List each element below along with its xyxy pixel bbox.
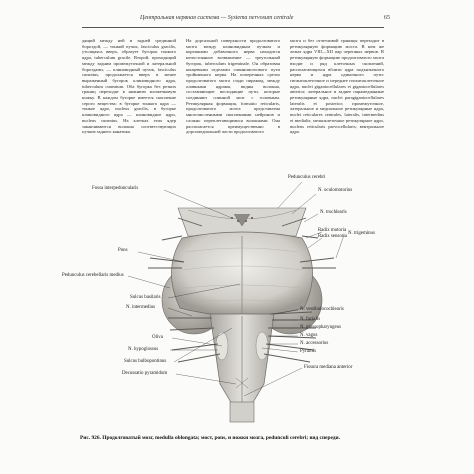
paragraph: На дорсальной поверхности продолговатого мозга между клиновидным пучком и корешками добавочного нерва находится непостоянное возвышение — треугольный бугорок, tuberculum trigeminale. Он образован концевыми отделами спинномозгового пути тройничного нерва. На поперечных срезах продолговатого мозга сзади пирамид, между оливными ядрами, видны волокна, составляющие восходящие пути, которые соединяют спинной мозг с головным. Ретикулярная формация, formatio reticularis, продолговатого мозга представлена многочисленными скоплениями нейронов и сложно переплетающимися волокнами. Она располагается преимущественно в дорсомедиальной части продолговатого	[186, 38, 280, 135]
label-n-glossopharyngeus: N. glossopharyngeus	[300, 325, 342, 330]
brainstem-illustration	[82, 178, 392, 428]
label-decussatio-pyramidum: Decussatio pyramidum	[122, 371, 168, 376]
anatomical-figure	[62, 175, 392, 428]
running-header	[80, 15, 390, 27]
label-pedunculus-cerebri: Pedunculus cerebri	[288, 175, 326, 180]
label-sulcus-basilaris: Sulcus basilaris	[130, 295, 161, 300]
text-column-2	[186, 38, 280, 176]
header-rule	[82, 27, 384, 28]
label-pyramis: Pyramis	[300, 349, 317, 354]
paragraph: мозга и без отчетливой границы переходит в ретикулярную формацию моста. В нем же лежат ядра VIII—XII пар черепных нервов. В ретикулярную формацию продолговатого мозга входят и ряд клеточных скоплений, располагающихся вблизи ядра подъязычного нерва и ядра одиночного пути: гигантоклеточное и переднее гигантоклеточное ядра, nuclei gigantocellulares et gigantocellulares anterior; латеральное и заднее парамедианные ретикулярные ядра, nuclei paragigantocellulares lateralis et posterior; промежуточное, латеральное и медиальное ретикулярные ядра, nuclei reticulares centrales, lateralis, intermedius et medialis; мелкоклеточное ретикулярное ядро, nucleus reticularis parvocellularis; вентральное ядро.	[290, 38, 384, 135]
label-n-vagus: N. vagus	[300, 333, 318, 338]
label-fossa-interpeduncularis: Fossa interpeduncularis	[92, 186, 139, 191]
label-n-intermedius: N. intermedius	[126, 305, 156, 310]
label-pons: Pons	[118, 248, 128, 253]
label-fissura-mediana-anterior: Fissura mediana anterior	[304, 365, 353, 370]
label-radix-motoria: Radix motoria	[318, 228, 347, 233]
text-column-1	[82, 38, 176, 176]
label-radix-sensoria: Radix sensoria	[318, 234, 347, 239]
figure-caption: Рис. 926. Продолговатый мозг, medulla oblongata; мост, pons, и ножки мозга, pedunculi cerebri; вид спереди.	[80, 435, 340, 441]
label-sulcus-bulbopontinus: Sulcus bulbopontinus	[124, 359, 167, 364]
label-n-trochlearis: N. trochlearis	[320, 210, 347, 215]
label-n-accessorius: N. accessorius	[300, 341, 329, 346]
paragraph: дящий между ней и задней срединной бороздой, — тонкий пучок, fasciculus gracilis, утолщаясь вверх, образует бугорок тонкого ядра, tuberculum gracile. Второй, проходящий между задним промежуточной и латеральной бороздами, — клиновидный пучок, fasciculus cuneatus, продолжается вверх в менее выраженный бугорок клиновидного ядра, tuberculum cuneatum. Оба бугорка без резких границ переходят в нижнюю мозжечковую ножку. В каждом бугорке имеется скопление серого вещества: в бугорке тонкого ядра — тонкое ядро, nucleus gracilis, в бугорке клиновидного ядра — клиновидное ядро, nucleus cuneatus. На клетках этих ядер заканчиваются волокна соответствующих пучков заднего канатика.	[82, 38, 176, 135]
text-columns	[82, 38, 384, 176]
label-n-trigeminus: N. trigeminus	[348, 231, 375, 236]
label-n-oculomotorius: N. oculomotorius	[318, 188, 353, 193]
text-column-3	[290, 38, 384, 176]
label-pedunculus-cerebellaris-medius: Pedunculus cerebellaris medius	[62, 273, 124, 278]
label-n-vestibulocochlearis: N. vestibulocochlearis	[300, 307, 344, 312]
label-n-hypoglossus: N. hypoglossus	[128, 347, 159, 352]
running-title: Центральная нервная система — Systema nervosum centrale	[140, 15, 294, 21]
label-oliva: Oliva	[152, 335, 163, 340]
label-n-facialis: N. facialis	[300, 317, 321, 322]
page-number: 65	[384, 15, 390, 21]
